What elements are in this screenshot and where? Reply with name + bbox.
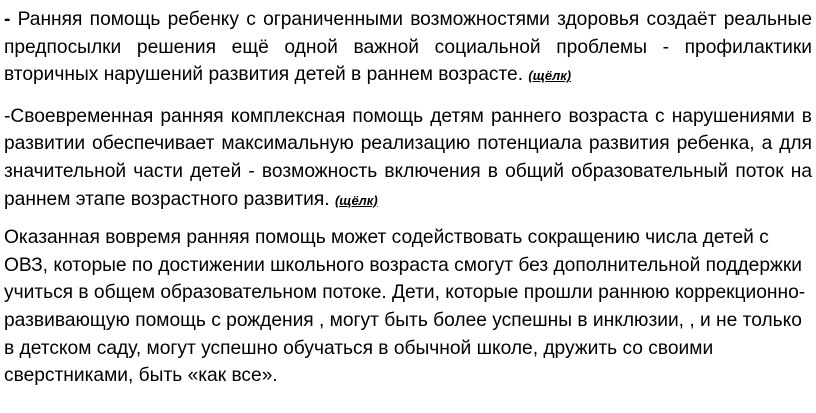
click-marker[interactable]: (щёлк) — [528, 68, 572, 84]
paragraph-inclusion — [4, 224, 812, 390]
paragraph-dash: - — [4, 9, 11, 30]
paragraph-text: Оказанная вовремя ранняя помощь может содействовать сокращению числа детей с ОВЗ, которые по достижении школьного возраста смогут без дополнительной поддержки учиться в общем образовательном потоке. Дети, которые прошли раннюю коррекционно-развивающую помощь с рождения , могут быть более успешны в инклюзии, , и не только в детском саду, могут успешно обучаться в обычной школе, дружить со своими сверстниками, быть «как все». — [4, 227, 806, 387]
paragraph-early-help-prevention — [4, 6, 812, 90]
paragraph-text: Ранняя помощь ребенку с ограниченными возможностями здоровья создаёт реальные предпосылки решения ещё одной важной социальной проблемы - профилактики вторичных нарушений развития детей в раннем возрасте. — [4, 9, 812, 86]
paragraph-timely-complex-help — [4, 103, 812, 214]
paragraph-text: -Своевременная ранняя комплексная помощь детям раннего возраста с нарушениями в развитии обеспечивает максимальную реализацию потенциала развития ребенка, а для значительной части детей - возможность включения в общий образовательный поток на раннем этапе возрастного развития. — [4, 105, 812, 210]
click-marker[interactable]: (щёлк) — [334, 192, 378, 208]
